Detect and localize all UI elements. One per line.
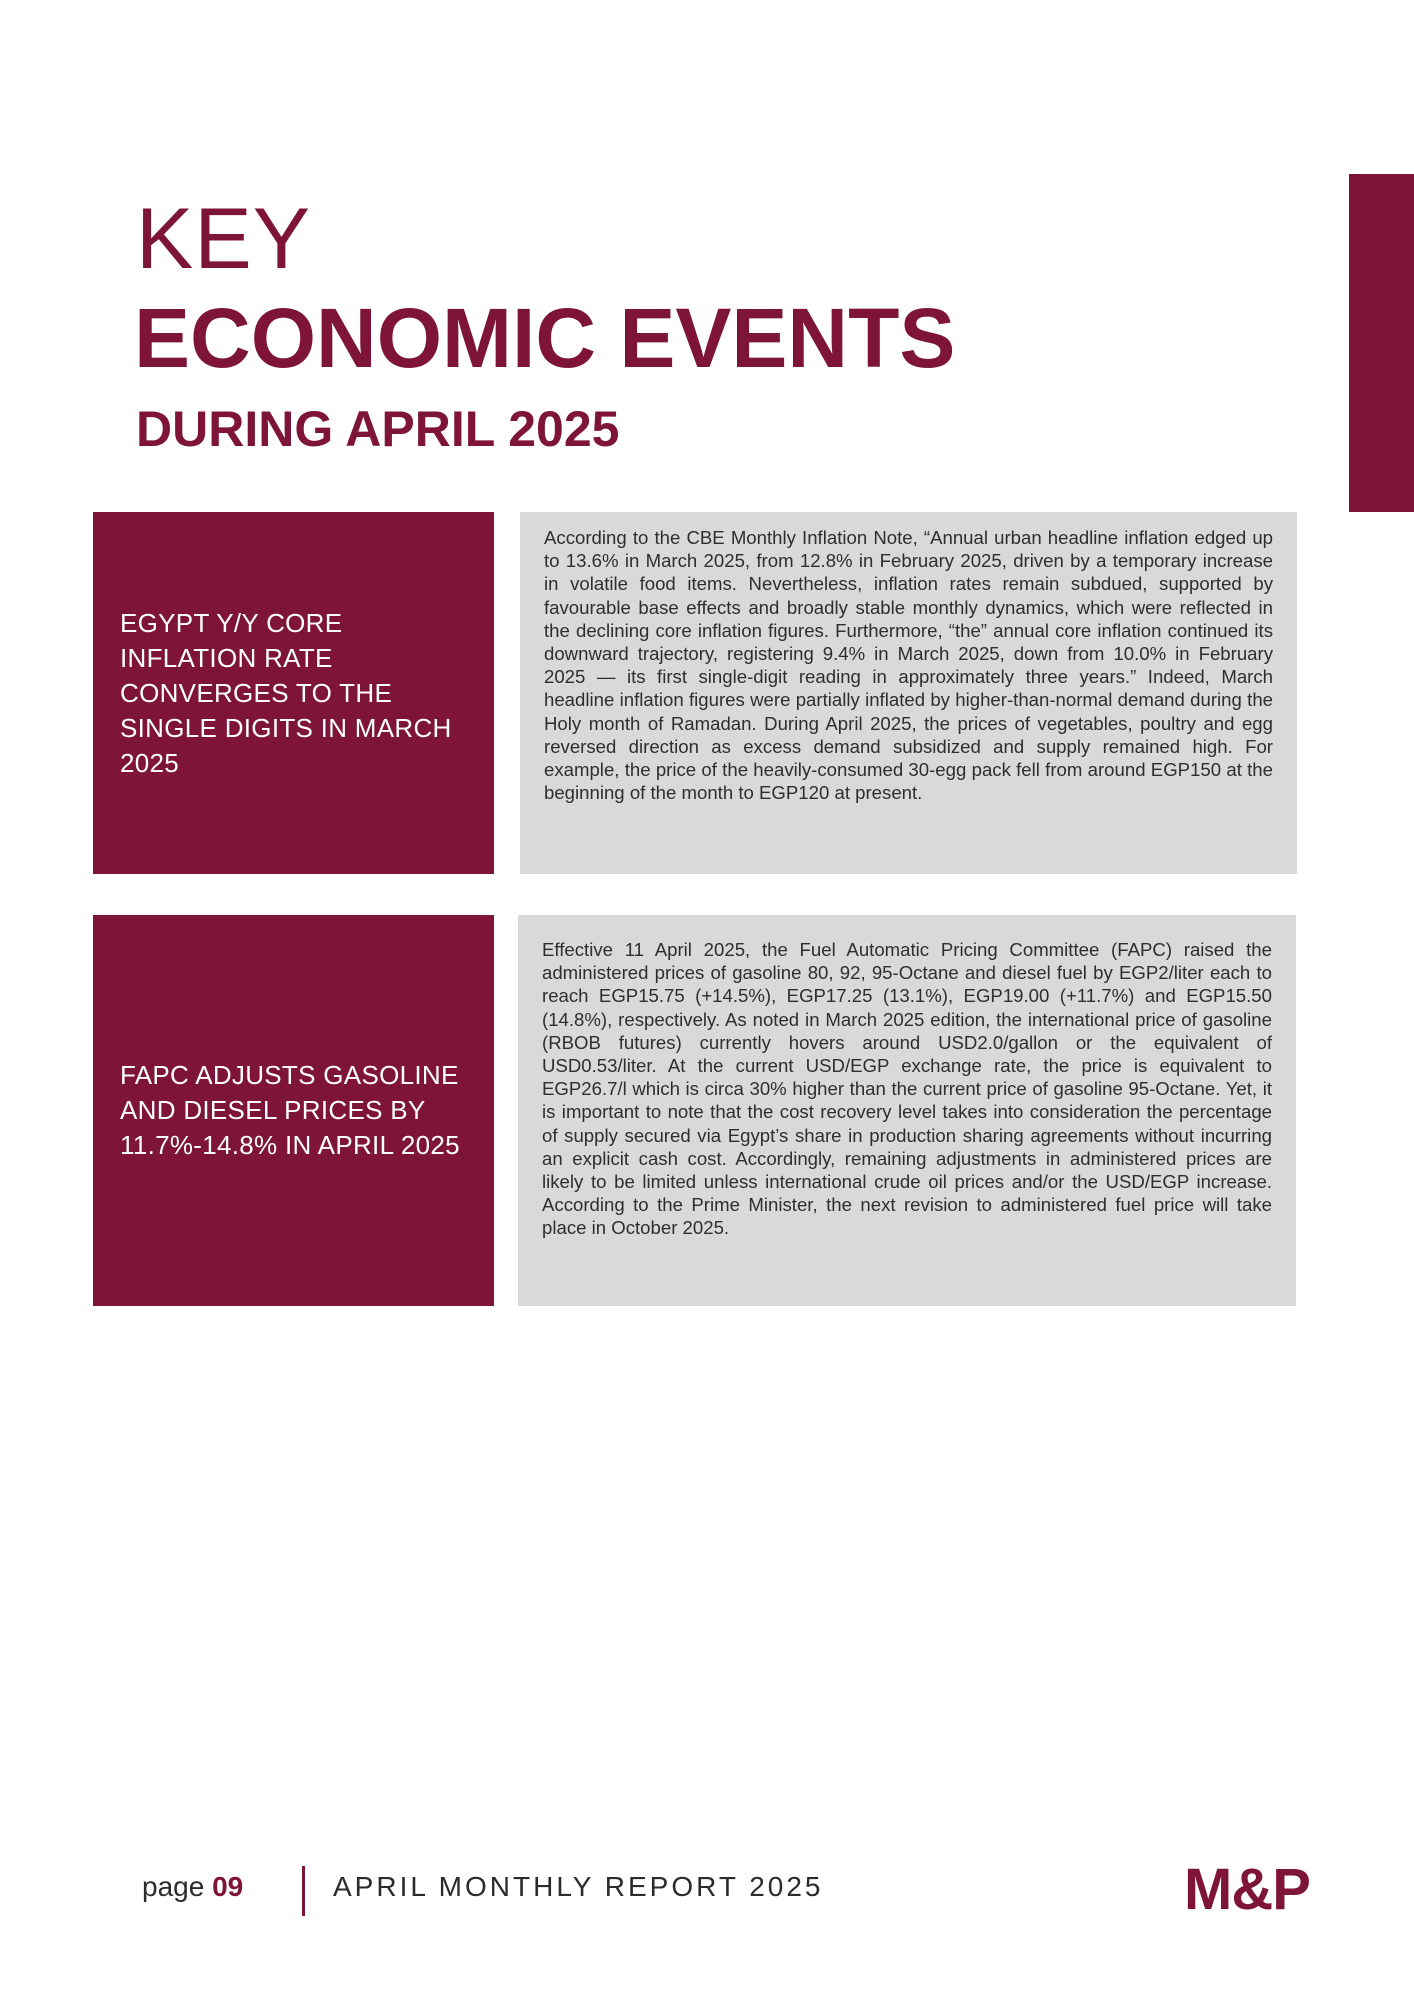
page-subtitle: DURING APRIL 2025 <box>136 401 620 457</box>
page-title-key: KEY <box>136 191 312 287</box>
event-2-headline: FAPC ADJUSTS GASOLINE AND DIESEL PRICES BY 11.7%-14.8% IN APRIL 2025 <box>120 1060 460 1160</box>
side-accent-bar <box>1349 174 1414 512</box>
event-2-body: Effective 11 April 2025, the Fuel Automatic Pricing Committee (FAPC) raised the administered prices of gasoline 80, 92, 95-Octane and diesel fuel by EGP2/liter each to reach EGP15.75 (+14.5%), EGP17.25 (13.1%), EGP19.00 (+11.7%) and EGP15.50 (14.8%), respectively. As noted in March 2025 edition, the international price of gasoline (RBOB futures) currently hovers around USD2.0/gallon or the equivalent of USD0.53/liter. At the current USD/EGP exchange rate, the price is equivalent to EGP26.7/l which is circa 30% higher than the current price of gasoline 95-Octane. Yet, it is important to note that the cost recovery level takes into consideration the percentage of supply secured via Egypt’s share in production sharing agreements without incurring an explicit cash cost. Accordingly, remaining adjustments in administered prices are likely to be limited unless international crude oil prices and/or the USD/EGP increase. According to the Prime Minister, the next revision to administered fuel price will take place in October 2025. <box>542 939 1272 1239</box>
event-1-body: According to the CBE Monthly Inflation Note, “Annual urban headline inflation edged up to 13.6% in March 2025, from 12.8% in February 2025, driven by a temporary increase in volatile food items. Nevertheless, inflation rates remain subdued, supported by favourable base effects and broadly stable monthly dynamics, which were reflected in the declining core inflation figures. Furthermore, “the” annual core inflation continued its downward trajectory, registering 9.4% in March 2025, down from 10.0% in February 2025 — its first single-digit reading in approximately three years.” Indeed, March headline inflation figures were partially inflated by higher-than-normal demand during the Holy month of Ramadan. During April 2025, the prices of vegetables, poultry and egg reversed direction as excess demand subsidized and supply remained high. For example, the price of the heavily-consumed 30-egg pack fell from around EGP150 at the beginning of the month to EGP120 at present. <box>544 527 1273 804</box>
page-title-main: ECONOMIC EVENTS <box>134 291 956 385</box>
event-2-body-box <box>518 915 1296 1306</box>
event-1-headline-box <box>93 512 494 874</box>
brand-logo: M&P <box>1184 1857 1310 1922</box>
event-2-headline-box <box>93 915 494 1306</box>
footer-report-title: APRIL MONTHLY REPORT 2025 <box>333 1871 824 1902</box>
event-1-headline: EGYPT Y/Y CORE INFLATION RATE CONVERGES TO THE SINGLE DIGITS IN MARCH 2025 <box>120 607 452 778</box>
event-1-body-box <box>520 512 1297 874</box>
footer-divider <box>302 1866 305 1916</box>
page-word: page <box>142 1871 205 1902</box>
footer-page-label <box>142 1869 243 1905</box>
page-number: 09 <box>212 1871 244 1902</box>
